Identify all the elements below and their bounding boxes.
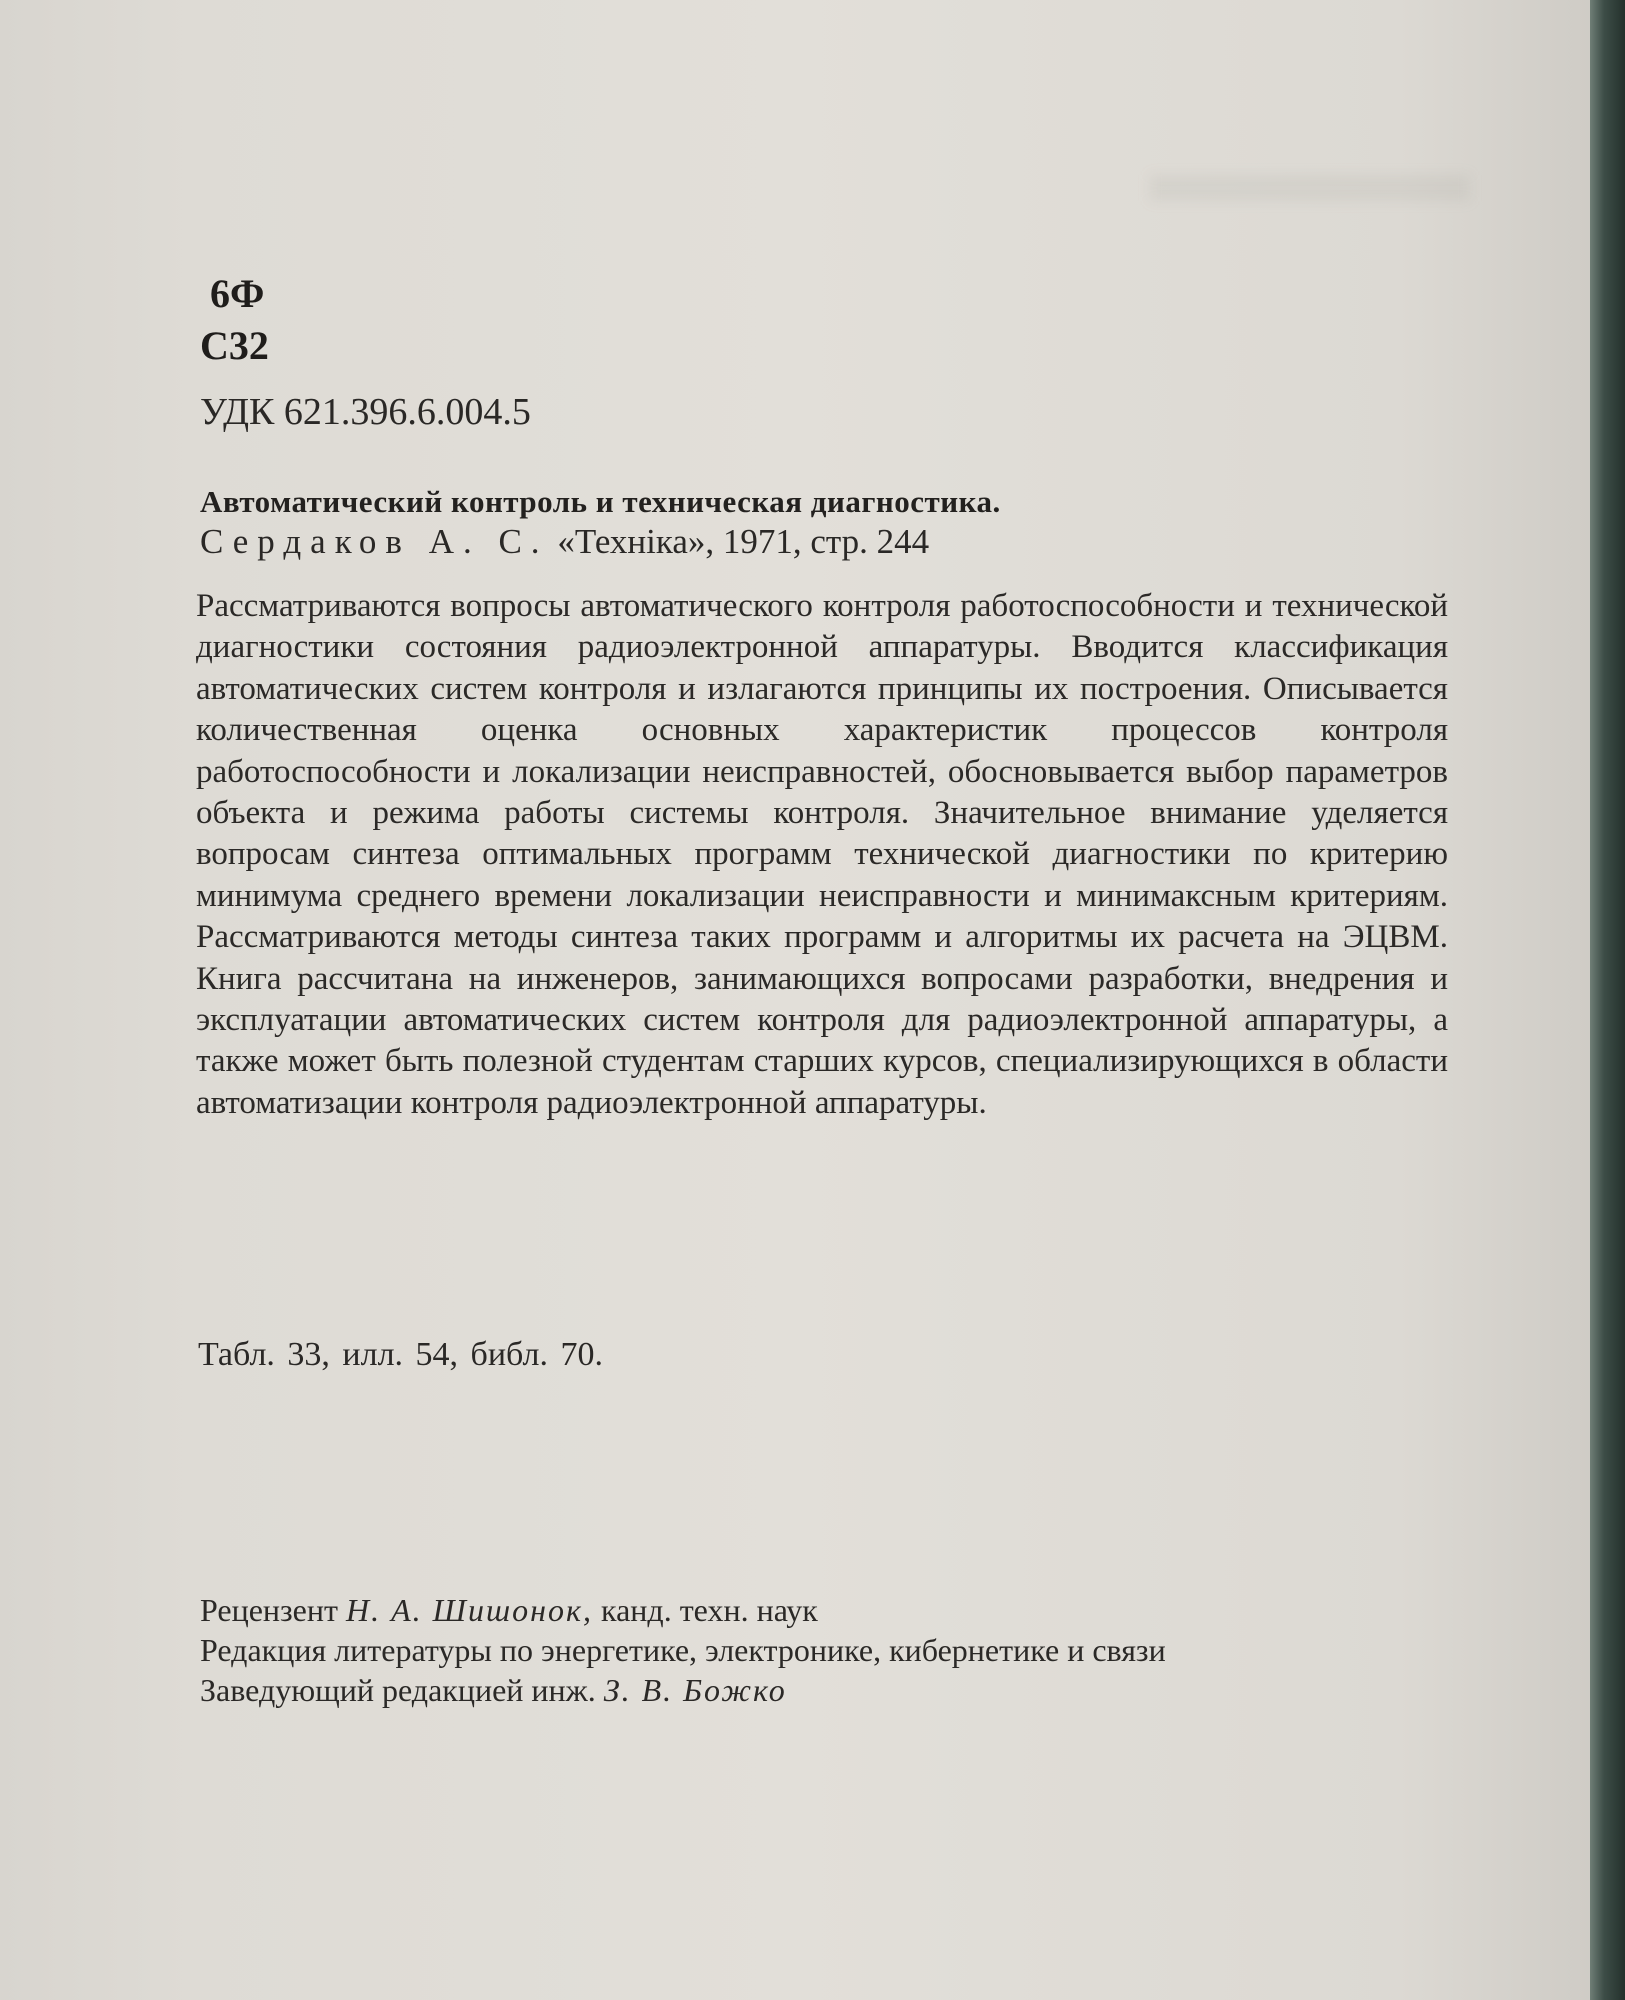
publisher-info: «Техніка», 1971, стр. 244 — [557, 522, 930, 561]
author-name: Сердаков А. С. — [200, 522, 549, 561]
head-editor-label: Заведующий редакцией инж. — [200, 1672, 596, 1708]
book-title: Автоматический контроль и техническая диагностика. — [200, 484, 1001, 519]
reviewer-label: Рецензент — [200, 1592, 338, 1628]
author-line — [200, 522, 1450, 562]
reviewer-name: Н. А. Шишонок, — [345, 1592, 594, 1628]
udk-code: УДК 621.396.6.004.5 — [200, 391, 531, 433]
bleed-through-mark — [1150, 175, 1470, 201]
abstract-paragraph: Рассматриваются вопросы автоматического контроля работоспособности и технической диагностики состояния радиоэлектронной аппаратуры. Вводится классификация автоматических систем контроля и излагаются принципы их построения. Описывается количественная оценка основных характеристик процессов контроля работоспособности и локализации неисправностей, обосновывается выбор параметров объекта и режима работы системы контроля. Значительное внимание уделяется вопросам синтеза оптимальных программ технической диагностики по критерию минимума среднего времени локализации неисправности и минимаксным критериям. Рассматриваются методы синтеза таких программ и алгоритмы их расчета на ЭЦВМ. Книга рассчитана на инженеров, занимающихся вопросами разработки, внедрения и эксплуатации автоматических систем контроля для радиоэлектронной аппаратуры, а также может быть полезной студентам старших курсов, специализирующихся в области автоматизации контроля радиоэлектронной аппаратуры. — [196, 588, 1448, 1121]
head-editor-name: З. В. Божко — [603, 1672, 787, 1708]
credits-block — [200, 1590, 1460, 1710]
book-cover-edge — [1590, 0, 1625, 2000]
reviewer-degree: канд. техн. наук — [601, 1592, 818, 1628]
reviewer-line — [200, 1590, 1460, 1630]
classification-code-2: С32 — [200, 323, 269, 368]
bibliographic-stats: Табл. 33, илл. 54, библ. 70. — [198, 1336, 603, 1373]
classification-codes — [200, 268, 269, 372]
classification-code-1: 6Ф — [210, 271, 265, 316]
head-editor-line — [200, 1670, 1460, 1710]
editorial-line: Редакция литературы по энергетике, электронике, кибернетике и связи — [200, 1632, 1166, 1668]
